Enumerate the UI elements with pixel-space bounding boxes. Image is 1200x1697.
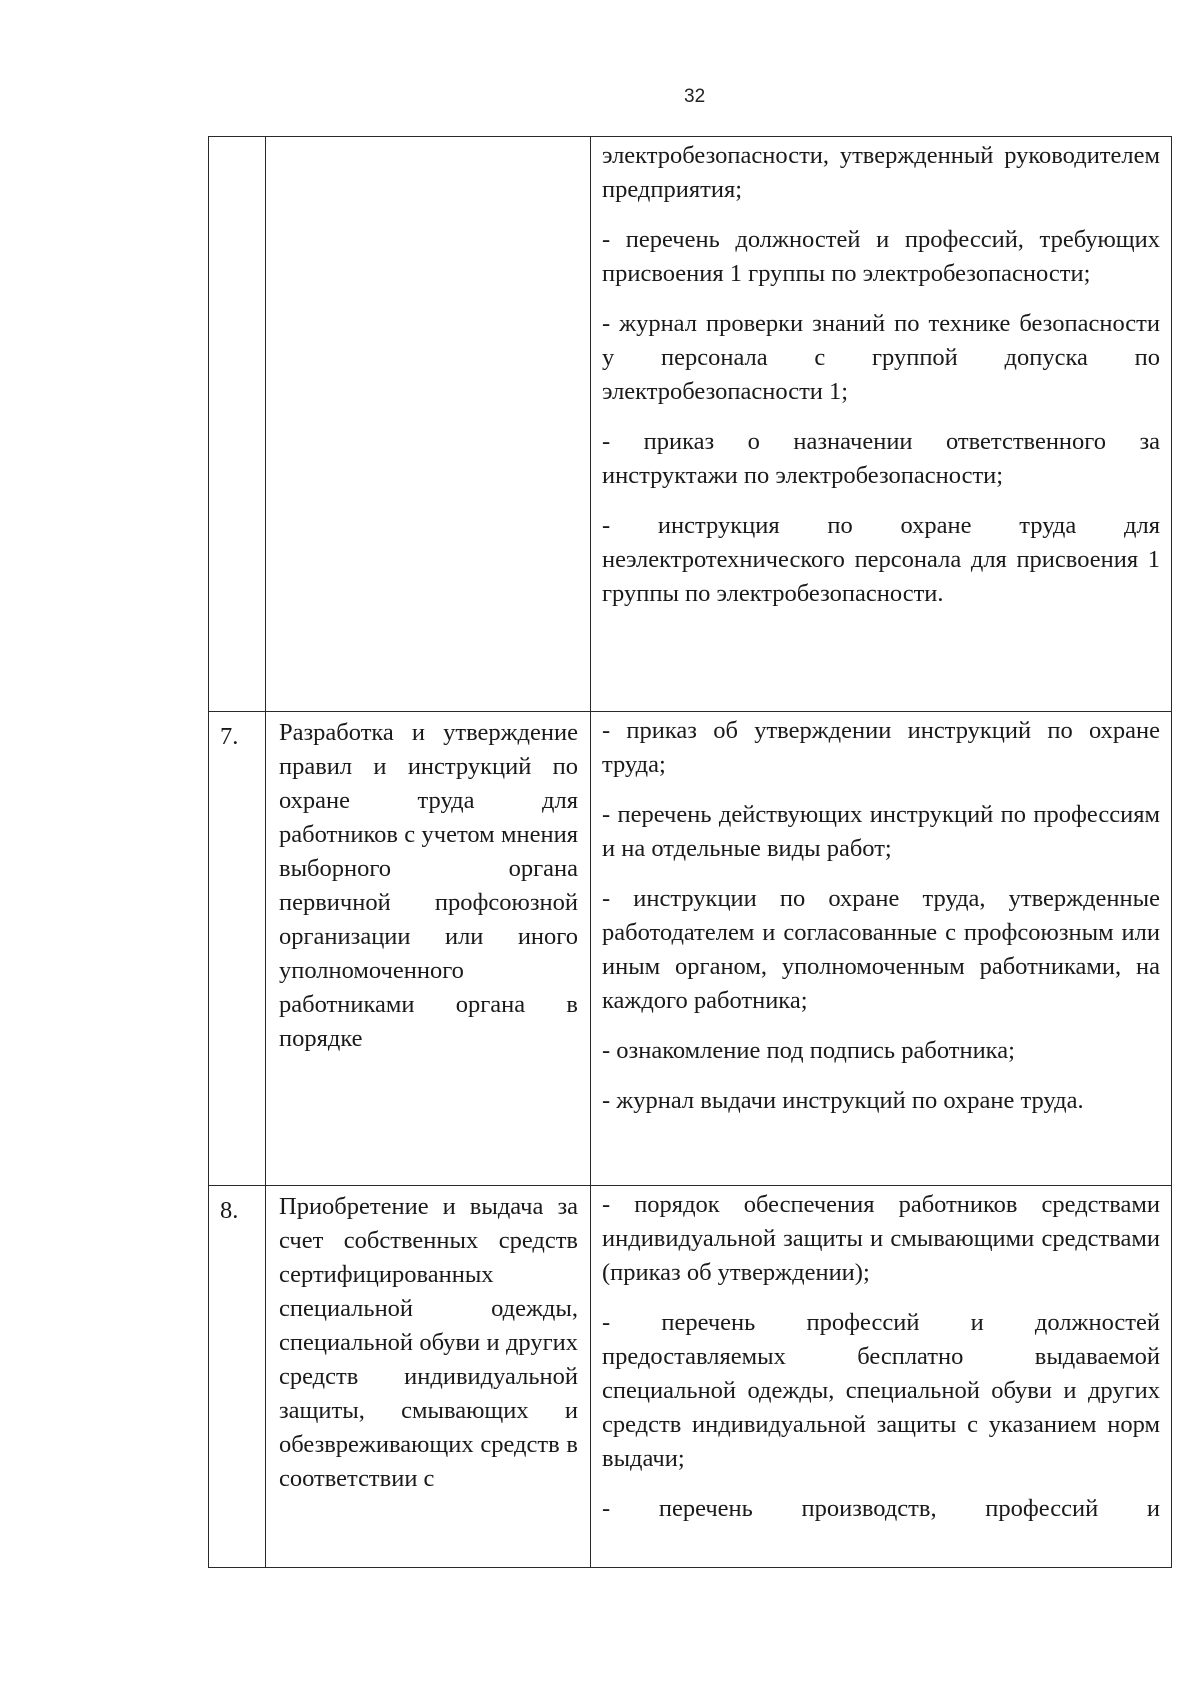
list-item: - инструкция по охране труда для неэлектротехнического персонала для присвоения 1 группы по электробезопасности.: [602, 512, 1160, 607]
list-item: - перечень профессий и должностей предоставляемых бесплатно выдаваемой специальной одежды, специальной обуви и других средств индивидуальной защиты с указанием норм выдачи;: [602, 1309, 1160, 1472]
list-item: - перечень действующих инструкций по профессиям и на отдельные виды работ;: [602, 801, 1160, 862]
list-item: - журнал проверки знаний по технике безопасности у персонала с группой допуска по электробезопасности 1;: [602, 310, 1160, 405]
table-row: [208, 1185, 1172, 1568]
row-number: [208, 137, 265, 145]
row-number: 7.: [220, 723, 239, 750]
list-item: электробезопасности, утвержденный руководителем предприятия;: [602, 142, 1160, 203]
row-title: [265, 137, 590, 141]
row-title: Разработка и утверждение правил и инструкций по охране труда для работников с учетом мнения выборного органа первичной профсоюзной организации или иного уполномоченного работниками органа в порядке: [279, 719, 578, 1052]
table-row: [208, 711, 1172, 1186]
list-item: - ознакомление под подпись работника;: [602, 1037, 1015, 1064]
row-number: 8.: [220, 1197, 239, 1224]
row-documents: [590, 712, 1172, 1118]
requirements-table: [208, 136, 1172, 1566]
table-row: [208, 136, 1172, 712]
list-item: - перечень должностей и профессий, требующих присвоения 1 группы по электробезопасности;: [602, 226, 1160, 287]
list-item: - приказ об утверждении инструкций по охране труда;: [602, 717, 1160, 778]
page-number: 32: [684, 86, 706, 107]
list-item: - инструкции по охране труда, утвержденные работодателем и согласованные с профсоюзным или иным органом, уполномоченным работниками, на каждого работника;: [602, 885, 1160, 1014]
list-item: - приказ о назначении ответственного за инструктажи по электробезопасности;: [602, 428, 1160, 489]
list-item: - порядок обеспечения работников средствами индивидуальной защиты и смывающими средствами (приказ об утверждении);: [602, 1191, 1160, 1286]
row-title: Приобретение и выдача за счет собственных средств сертифицированных специальной одежды, специальной обуви и других средств индивидуальной защиты, смывающих и обезвреживающих средств в соответствии с: [279, 1193, 578, 1492]
row-documents: [590, 137, 1172, 611]
list-item: - перечень производств, профессий и: [602, 1495, 1160, 1522]
list-item: - журнал выдачи инструкций по охране труда.: [602, 1087, 1084, 1114]
row-documents: [590, 1186, 1172, 1526]
